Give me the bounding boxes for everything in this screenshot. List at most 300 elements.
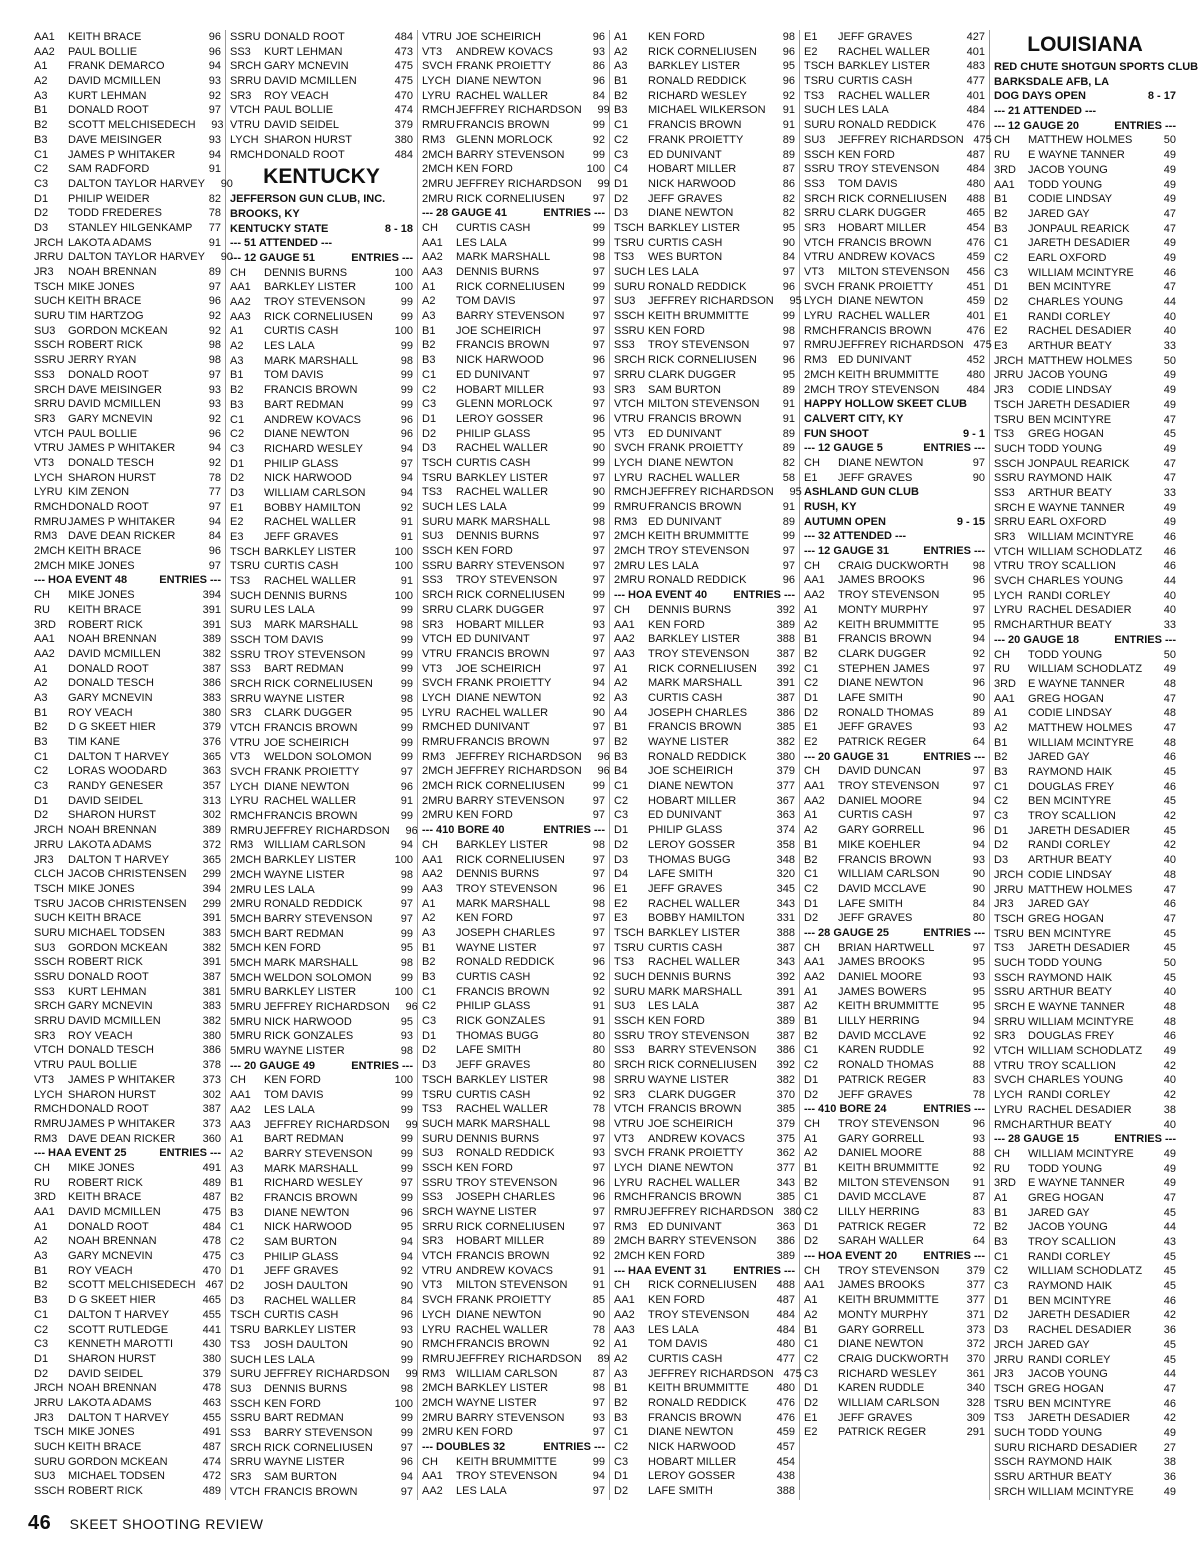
event-header [614,1264,795,1279]
result-row [230,1264,413,1279]
shooter-name: LAFE SMITH [648,1485,713,1498]
result-row [614,338,795,353]
shooter-name: PAUL BOLLIE [264,104,334,117]
class-code: D2 [422,1044,437,1057]
class-code: A1 [422,280,436,293]
shooter-name: JARETH DESADIER [1028,1309,1131,1322]
shooter-name: DIANE NEWTON [838,295,924,308]
class-code: SVCH [422,677,453,690]
result-row [994,1279,1176,1294]
shooter-name: HOBART MILLER [648,794,737,807]
shooter-name: RACHEL WALLER [456,706,549,719]
score: 97 [592,398,605,411]
class-code: 5MRU [230,1045,262,1058]
class-code: CH [230,266,246,279]
shooter-name: TODD FREDERES [68,207,162,220]
score: 42 [1163,1309,1176,1322]
results-column-3 [418,30,610,1500]
score: 93 [208,398,221,411]
result-row [422,236,605,251]
class-code: 2MCH [422,1382,454,1395]
shooter-name: TROY STEVENSON [264,296,366,308]
shooter-name: RAYMOND HAIK [1028,1280,1113,1293]
class-code: TS3 [994,428,1015,441]
score: 90 [220,177,233,190]
shooter-name: RICK CORNELIUSEN [456,853,565,866]
result-row [422,1102,605,1117]
result-row [422,838,605,853]
score: 467 [205,1279,224,1292]
score: 470 [202,1264,221,1277]
shooter-name: DONALD ROOT [68,1103,149,1116]
score: 48 [1163,1015,1176,1028]
score: 33 [1163,619,1176,632]
result-row [804,838,985,853]
score: 94 [400,1471,413,1483]
shooter-name: BEN MCINTYRE [1028,1294,1112,1307]
class-code: SRRU [804,207,836,220]
result-row [994,457,1176,472]
class-code: SRCH [230,677,262,690]
class-code: A1 [614,31,628,43]
class-code: AA2 [34,45,55,58]
shooter-name: KEN FORD [648,1294,705,1307]
score: 95 [972,589,985,602]
shooter-name: CLARK DUGGER [264,707,353,720]
result-row [230,1338,413,1353]
class-code: B4 [614,765,628,778]
result-row [422,632,605,647]
score: 99 [400,1191,413,1204]
class-code: A2 [804,1308,818,1321]
score: 98 [400,354,413,367]
shooter-name: FRANCIS BROWN [264,384,358,397]
result-row [422,1058,605,1073]
result-row [422,1293,605,1308]
score: 93 [400,1324,413,1337]
shooter-name: WAYNE LISTER [264,868,345,881]
shooter-name: MARK MARSHALL [264,956,359,969]
shooter-name: LAFE SMITH [838,691,903,704]
class-code: B2 [422,339,436,352]
shooter-name: BEN MCINTYRE [1028,281,1112,294]
shooter-name: GORDON MCKEAN [68,941,168,954]
score: 477 [966,75,985,88]
score: 87 [782,163,795,176]
event-title: --- HAA EVENT 25 [34,1147,127,1160]
score: 96 [592,75,605,88]
result-row [804,588,985,603]
result-row [230,368,413,383]
score: 328 [966,1396,985,1409]
shooter-name: JARETH DESADIER [1028,824,1131,837]
score: 92 [972,1029,985,1042]
shooter-name: ROBERT RICK [68,956,143,969]
score: 47 [1163,472,1176,485]
score: 94 [400,1250,413,1263]
result-row [804,162,985,177]
shooter-name: BART REDMAN [264,927,344,940]
result-row [804,955,985,970]
result-row [804,1073,985,1088]
score: 99 [592,148,605,161]
shooter-name: KEN FORD [456,912,513,925]
score: 96 [208,427,221,440]
result-row [230,736,413,751]
result-row [614,1058,795,1073]
score: 97 [592,736,605,748]
score: 89 [592,1235,605,1248]
score: 389 [202,633,221,646]
score: 99 [592,221,605,234]
score: 97 [592,809,605,822]
shooter-name: TROY STEVENSON [648,647,750,660]
score: 382 [202,941,221,954]
result-row [230,339,413,354]
class-code: SURU [614,280,646,293]
score: 44 [1163,296,1176,308]
shooter-name: FRANK PROIETTY [838,280,934,293]
result-row [230,398,413,413]
result-row [34,970,221,985]
class-code: RMCH [422,104,455,117]
score: 96 [405,824,418,837]
shooter-name: MATTHEW HOLMES [1028,883,1133,896]
shooter-name: RONALD REDDICK [648,75,747,88]
class-code: RMRU [614,501,647,513]
score: 47 [1163,883,1176,896]
class-code: SUCH [422,501,454,513]
score: 438 [776,1470,795,1483]
shooter-name: FRANCIS BROWN [648,1191,742,1204]
score: 45 [1163,824,1176,837]
score: 475 [394,75,413,88]
result-row [230,1103,413,1118]
score: 92 [592,1250,605,1263]
class-code: JRCH [994,1338,1024,1351]
class-code: TS3 [614,956,635,969]
class-code: A2 [34,1235,48,1248]
class-code: B2 [804,1176,818,1189]
class-code: E1 [804,31,818,43]
result-row [422,1234,605,1249]
score: 92 [400,501,413,514]
shooter-name: TROY STEVENSON [838,163,940,176]
class-code: 2MCH [422,765,454,778]
shooter-name: ANDREW KOVACS [838,251,935,264]
shooter-name: CURTIS CASH [648,691,723,704]
result-row [230,824,418,839]
score: 100 [394,281,413,294]
result-row [614,1278,795,1293]
shooter-name: LAFE SMITH [838,897,903,910]
shooter-name: WILLIAM CARLSON [264,839,366,852]
result-row [422,280,605,295]
shooter-name: JAMES BROOKS [838,956,925,969]
score: 94 [400,1236,413,1248]
shooter-name: DONALD ROOT [264,31,345,43]
result-row [34,1484,221,1499]
shooter-name: JOSEPH CHARLES [456,926,556,939]
event-detail: ENTRIES --- [543,824,605,837]
result-row [34,808,221,823]
result-row [614,618,795,633]
shooter-name: WAYNE LISTER [456,941,537,954]
result-row [994,1206,1176,1221]
shooter-name: MATTHEW HOLMES [1028,134,1133,147]
class-code: SRCH [34,1000,66,1013]
class-code: CH [994,648,1010,661]
result-row [994,192,1176,207]
class-code: SRRU [230,1456,262,1469]
score: 401 [966,310,985,323]
class-code: VT3 [422,662,443,675]
result-row [804,853,985,868]
result-row [994,662,1176,677]
shooter-name: CHARLES YOUNG [1028,296,1124,308]
shooter-name: JEFFREY RICHARDSON [648,1367,774,1380]
score: 96 [400,780,413,793]
class-code: VTCH [422,633,452,646]
class-code: C2 [994,795,1009,808]
shooter-name: RICK GONZALES [264,1030,354,1043]
result-row [994,985,1176,1000]
shooter-name: JAMES P WHITAKER [68,1117,176,1130]
score: 309 [966,1411,985,1424]
score: 387 [776,647,795,660]
result-row [34,1367,221,1382]
class-code: 2MCH [422,780,454,793]
score: 100 [394,325,413,338]
event-title: --- 51 ATTENDED --- [230,237,333,250]
shooter-name: FRANCIS BROWN [838,236,932,249]
class-code: SURU [34,1455,66,1468]
result-row [804,632,985,647]
score: 98 [782,324,795,337]
class-code: AA3 [422,882,443,895]
result-row [804,1278,985,1293]
result-row [994,1411,1176,1426]
shooter-name: DIANE NEWTON [648,1161,734,1174]
result-row [994,736,1176,751]
score: 94 [208,442,221,455]
score: 385 [776,1103,795,1116]
class-code: LYCH [614,1161,643,1174]
score: 357 [202,780,221,793]
result-row [230,706,413,721]
class-code: C2 [422,383,437,396]
class-code: SR3 [804,221,826,234]
shooter-name: NOAH BRENNAN [68,1235,157,1248]
shooter-name: RACHEL WALLER [648,956,741,969]
class-code: D1 [994,281,1009,294]
score: 96 [400,1456,413,1469]
class-code: JRCH [994,354,1024,367]
class-code: AA1 [34,1206,55,1218]
shooter-name: BARRY STEVENSON [456,794,565,807]
class-code: TSCH [230,545,260,558]
result-row [422,603,605,618]
shooter-name: GARY GORRELL [838,1132,925,1145]
class-code: SRRU [230,692,262,705]
event-title: --- 20 GAUGE 49 [230,1059,315,1072]
shooter-name: E WAYNE TANNER [1028,1001,1125,1013]
shooter-name: RICHARD DESADIER [1028,1441,1138,1454]
class-code: C1 [994,1250,1009,1263]
score: 96 [782,45,795,58]
class-code: TSCH [994,398,1024,411]
result-row [422,250,605,265]
shooter-name: JAMES P WHITAKER [68,442,176,455]
class-code: D1 [422,1029,437,1042]
score: 49 [1163,384,1176,397]
result-row [614,1440,795,1455]
score: 94 [400,839,413,852]
shooter-name: FRANCIS BROWN [456,647,550,660]
shooter-name: JEFFREY RICHARDSON [264,1368,390,1381]
shooter-name: EARL OXFORD [1028,251,1107,264]
event-title: --- 410 BORE 24 [804,1103,887,1116]
result-row [422,1132,605,1147]
event-header [994,119,1176,134]
class-code: SRCH [230,1441,262,1454]
class-code: D1 [34,192,49,205]
result-row [614,456,795,471]
shooter-name: WELDON SOLOMON [264,971,372,984]
result-row [804,941,985,956]
class-code: VTCH [230,104,260,117]
result-row [994,1485,1176,1500]
result-row [614,368,795,383]
class-code: LYRU [230,795,259,808]
result-row [994,1235,1176,1250]
class-code: VT3 [422,45,443,58]
result-row [34,544,221,559]
shooter-name: SCOTT MELCHISEDECH [68,119,196,132]
score: 489 [202,1176,221,1189]
result-row [994,897,1176,912]
result-row [34,1455,221,1470]
shooter-name: RACHEL WALLER [648,1176,741,1189]
result-row [230,956,413,971]
shooter-name: TROY STEVENSON [838,383,940,396]
shooter-name: KURT LEHMAN [68,985,147,998]
score: 358 [776,838,795,851]
shooter-name: RONALD REDDICK [838,119,937,132]
class-code: AA2 [614,1308,635,1321]
event-detail: ENTRIES --- [923,750,985,763]
result-row [804,1132,985,1147]
score: 99 [592,119,605,132]
score: 97 [592,295,605,308]
shooter-name: KEN FORD [456,1426,513,1439]
class-code: SRRU [994,1015,1026,1028]
score: 472 [202,1470,221,1483]
shooter-name: HOBART MILLER [456,383,545,396]
shooter-name: MONTY MURPHY [838,603,929,616]
class-code: D1 [804,1073,819,1086]
score: 27 [1163,1441,1176,1454]
result-row [34,985,221,1000]
class-code: D2 [994,1309,1009,1322]
result-row [422,30,605,45]
score: 96 [208,31,221,43]
class-code: C2 [34,1323,49,1336]
result-row [804,1293,985,1308]
shooter-name: FRANCIS BROWN [456,119,550,132]
shooter-name: CRAIG DUCKWORTH [838,1352,949,1365]
score: 343 [776,897,795,910]
score: 90 [972,868,985,881]
result-row [230,1176,413,1191]
shooter-name: BEN MCINTYRE [1028,413,1112,426]
class-code: 5MRU [230,986,262,999]
shooter-name: JEFFREY RICHARDSON [838,339,964,352]
shooter-name: JEFFREY RICHARDSON [264,1118,390,1131]
class-code: SUCH [34,295,66,308]
shooter-name: MARK MARSHALL [264,354,359,367]
result-row [230,750,413,765]
shooter-name: JARED GAY [1028,207,1090,220]
shooter-name: DONALD ROOT [68,368,149,381]
score: 454 [966,221,985,234]
event-title: FUN SHOOT [804,427,869,440]
class-code: SUCH [230,589,262,602]
shooter-name: GORDON MCKEAN [68,324,168,337]
result-row [614,573,795,588]
result-row [804,1205,985,1220]
result-row [804,294,985,309]
result-row [614,265,795,280]
club-name: ASHLAND GUN CLUB [804,486,919,499]
shooter-name: GREG HOGAN [1028,1382,1104,1395]
result-row [34,1337,221,1352]
score: 360 [202,1132,221,1145]
score: 95 [400,942,413,955]
shooter-name: E WAYNE TANNER [1028,501,1125,514]
score: 377 [776,1161,795,1174]
result-row [804,309,985,324]
class-code: B1 [34,1264,48,1277]
class-code: D3 [230,486,245,499]
event-header [230,251,413,266]
result-row [34,691,221,706]
score: 340 [966,1382,985,1395]
class-code: JR3 [994,1368,1014,1381]
shooter-name: MARK MARSHALL [456,251,551,264]
class-code: LYRU [614,471,643,484]
result-row [34,676,221,691]
class-code: B2 [34,1279,48,1292]
result-row [422,1396,605,1411]
class-code: LYRU [994,604,1023,617]
result-row [422,221,605,236]
score: 82 [782,192,795,205]
shooter-name: JOSH DAULTON [264,1338,348,1351]
result-row [230,545,413,560]
score: 49 [1163,1177,1176,1190]
score: 387 [202,971,221,983]
result-row [994,956,1176,971]
result-row [804,74,985,89]
score: 484 [776,1308,795,1321]
shooter-name: GREG HOGAN [1028,428,1104,441]
result-row [34,1176,221,1191]
shooter-name: WILLIAM MCINTYRE [1028,736,1134,749]
class-code: TSRU [804,75,834,88]
score: 476 [966,236,985,249]
class-code: C3 [994,266,1009,279]
